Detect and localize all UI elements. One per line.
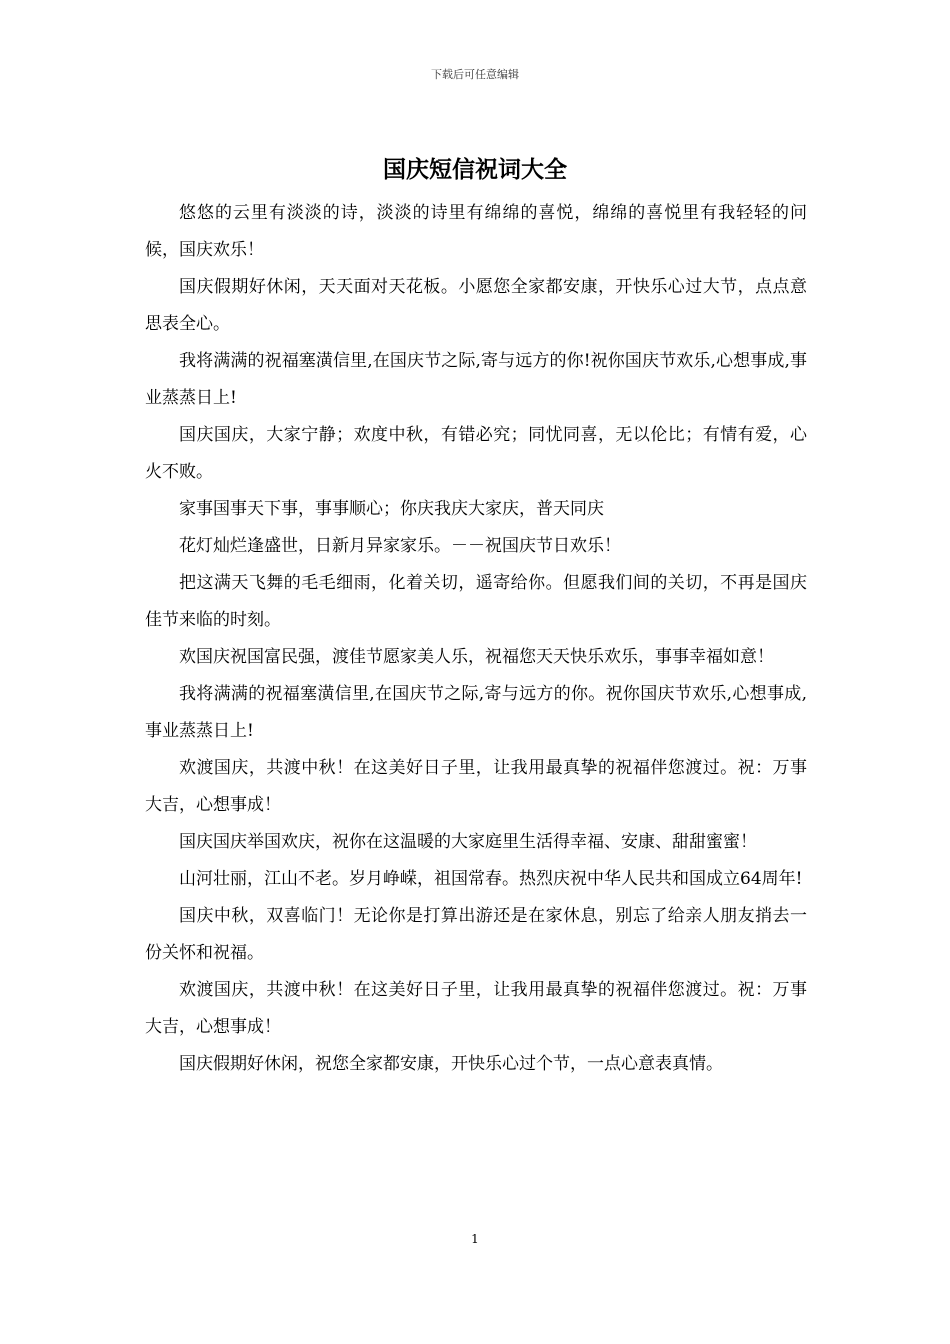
paragraph: 欢国庆祝国富民强，渡佳节愿家美人乐，祝福您天天快乐欢乐，事事幸福如意！ bbox=[179, 647, 774, 667]
paragraph: 我将满满的祝福塞潢信里,在国庆节之际,寄与远方的你!祝你国庆节欢乐,心想事成,事业蒸蒸日上! bbox=[145, 351, 807, 408]
document-body bbox=[145, 195, 807, 1083]
document-title: 国庆短信祝词大全 bbox=[383, 156, 567, 183]
paragraph: 国庆假期好休闲，天天面对天花板。小愿您全家都安康，开快乐心过大节，点点意思表全心。 bbox=[145, 277, 807, 334]
paragraph: 悠悠的云里有淡淡的诗，淡淡的诗里有绵绵的喜悦，绵绵的喜悦里有我轻轻的问候，国庆欢乐！ bbox=[145, 203, 807, 260]
paragraph: 我将满满的祝福塞潢信里,在国庆节之际,寄与远方的你。祝你国庆节欢乐,心想事成,事业蒸蒸日上! bbox=[145, 684, 807, 741]
paragraph: 花灯灿烂逢盛世，日新月异家家乐。－－祝国庆节日欢乐！ bbox=[179, 536, 621, 556]
paragraph: 欢渡国庆，共渡中秋！在这美好日子里，让我用最真挚的祝福伴您渡过。祝：万事大吉，心想事成！ bbox=[145, 980, 807, 1037]
paragraph: 欢渡国庆，共渡中秋！在这美好日子里，让我用最真挚的祝福伴您渡过。祝：万事大吉，心想事成！ bbox=[145, 758, 807, 815]
paragraph: 家事国事天下事，事事顺心；你庆我庆大家庆，普天同庆 bbox=[179, 499, 604, 519]
page-number: 1 bbox=[471, 1232, 479, 1246]
paragraph: 国庆假期好休闲，祝您全家都安康，开快乐心过个节，一点心意表真情。 bbox=[179, 1054, 723, 1074]
paragraph: 国庆国庆举国欢庆，祝你在这温暖的大家庭里生活得幸福、安康、甜甜蜜蜜！ bbox=[179, 832, 757, 852]
paragraph: 国庆国庆，大家宁静；欢度中秋，有错必究；同忧同喜，无以伦比；有情有爱，心火不败。 bbox=[145, 425, 807, 482]
header-note: 下载后可任意编辑 bbox=[431, 68, 519, 81]
paragraph: 山河壮丽，江山不老。岁月峥嵘，祖国常春。热烈庆祝中华人民共和国成立64周年! bbox=[179, 869, 803, 889]
paragraph: 国庆中秋，双喜临门！无论你是打算出游还是在家休息，别忘了给亲人朋友捎去一份关怀和祝福。 bbox=[145, 906, 807, 963]
paragraph: 把这满天飞舞的毛毛细雨，化着关切，遥寄给你。但愿我们间的关切，不再是国庆佳节来临的时刻。 bbox=[145, 573, 807, 630]
